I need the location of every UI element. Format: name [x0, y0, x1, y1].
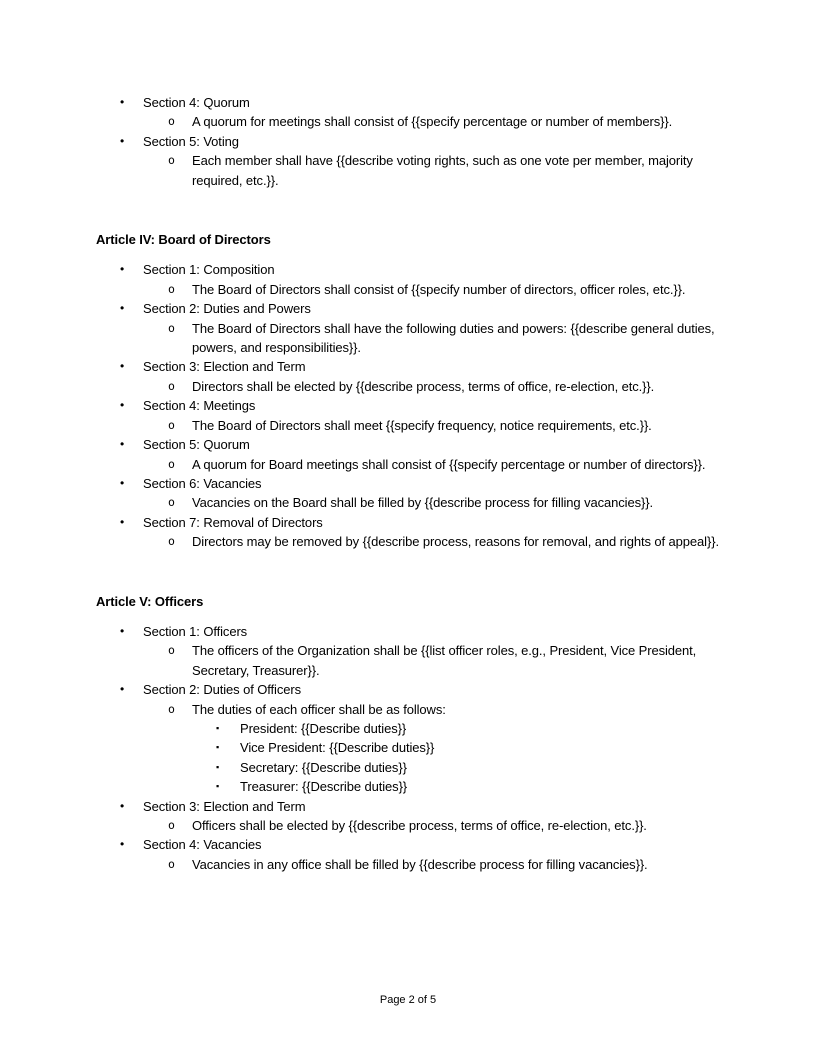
bullet-list	[96, 260, 720, 551]
bullet-circle-icon: o	[168, 320, 175, 335]
list-item-text: Section 5: Voting	[143, 133, 239, 149]
list-item-text: Each member shall have {{describe voting rights, such as one vote per member, majority required, etc.}}.	[192, 153, 693, 188]
list-item-text: Section 7: Removal of Directors	[143, 514, 323, 530]
list-item	[96, 835, 720, 854]
bullet-disc-icon: •	[120, 301, 125, 316]
list-item-text: Section 3: Election and Term	[143, 798, 306, 814]
list-item-text: President: {{Describe duties}}	[240, 720, 407, 736]
list-item-text: The Board of Directors shall meet {{specify frequency, notice requirements, etc.}}.	[192, 417, 652, 433]
bullet-disc-icon: •	[120, 837, 125, 852]
list-item	[96, 758, 720, 777]
bullet-circle-icon: o	[168, 534, 175, 549]
list-item-text: Directors shall be elected by {{describe process, terms of office, re-election, etc.}}.	[192, 378, 655, 394]
bullet-circle-icon: o	[168, 114, 175, 129]
list-item	[96, 532, 720, 551]
bullet-disc-icon: •	[120, 133, 125, 148]
bullet-circle-icon: o	[168, 701, 175, 716]
list-item	[96, 416, 720, 435]
list-item-text: Section 5: Quorum	[143, 437, 250, 453]
list-item-text: Section 4: Meetings	[143, 398, 256, 414]
list-item	[96, 816, 720, 835]
article-heading: Article V: Officers	[96, 593, 204, 609]
list-item	[96, 455, 720, 474]
list-item	[96, 377, 720, 396]
bullet-disc-icon: •	[120, 359, 125, 374]
list-item	[96, 777, 720, 796]
document-content	[96, 93, 720, 874]
list-item-text: A quorum for Board meetings shall consist of {{specify percentage or number of directors}}.	[192, 456, 706, 472]
list-item-text: Section 2: Duties of Officers	[143, 682, 301, 698]
list-item	[96, 700, 720, 719]
list-item	[96, 797, 720, 816]
list-item	[96, 622, 720, 641]
list-item-text: Section 6: Vacancies	[143, 475, 262, 491]
list-item	[96, 435, 720, 454]
list-item	[96, 855, 720, 874]
list-item	[96, 260, 720, 279]
list-item-text: Vacancies on the Board shall be filled by {{describe process for filling vacancies}}.	[192, 495, 653, 511]
list-item-text: The Board of Directors shall consist of {{specify number of directors, officer roles, etc.}}.	[192, 281, 686, 297]
list-item-text: Treasurer: {{Describe duties}}	[240, 779, 408, 795]
bullet-square-icon: ▪	[216, 742, 220, 753]
list-item-text: Section 4: Vacancies	[143, 837, 262, 853]
list-item	[96, 474, 720, 493]
bullet-circle-icon: o	[168, 456, 175, 471]
list-item	[96, 319, 720, 358]
bullet-list	[96, 622, 720, 874]
list-item	[96, 280, 720, 299]
list-item	[96, 719, 720, 738]
bullet-circle-icon: o	[168, 643, 175, 658]
list-item-text: The Board of Directors shall have the following duties and powers: {{describe general duties, powers, and responsibilities}}.	[192, 320, 715, 356]
list-item	[96, 299, 720, 318]
list-item-text: A quorum for meetings shall consist of {{specify percentage or number of members}}.	[192, 114, 673, 130]
footer-page-number: Page 2 of 5	[379, 994, 437, 1006]
list-item-text: The officers of the Organization shall be {{list officer roles, e.g., President, Vice President, Secretary, Treasurer}}.	[192, 643, 697, 678]
bullet-circle-icon: o	[168, 281, 175, 296]
bullet-circle-icon: o	[168, 417, 175, 432]
bullet-circle-icon: o	[168, 378, 175, 393]
list-item	[96, 112, 720, 131]
bullet-circle-icon: o	[168, 818, 175, 832]
bullet-circle-icon: o	[168, 856, 175, 871]
bullet-disc-icon: •	[120, 95, 125, 109]
bullet-square-icon: ▪	[216, 761, 220, 772]
list-item-text: Section 1: Officers	[143, 623, 248, 639]
bullet-disc-icon: •	[120, 475, 125, 490]
bullet-square-icon: ▪	[216, 781, 220, 792]
list-item-text: Officers shall be elected by {{describe process, terms of office, re-election, etc.}}.	[192, 818, 647, 833]
list-item	[96, 680, 720, 699]
list-item-text: Section 2: Duties and Powers	[143, 301, 311, 317]
bullet-disc-icon: •	[120, 682, 125, 697]
bullet-disc-icon: •	[120, 398, 125, 413]
bullet-disc-icon: •	[120, 623, 125, 638]
list-item-text: Vacancies in any office shall be filled by {{describe process for filling vacancies}}.	[192, 856, 648, 872]
list-item	[96, 357, 720, 376]
list-item-text: The duties of each officer shall be as follows:	[192, 701, 446, 717]
bullet-disc-icon: •	[120, 514, 125, 529]
list-item-text: Secretary: {{Describe duties}}	[240, 759, 407, 775]
bullet-disc-icon: •	[120, 262, 125, 277]
list-item	[96, 513, 720, 532]
bullet-disc-icon: •	[120, 437, 125, 452]
article-heading: Article IV: Board of Directors	[96, 232, 271, 248]
list-item	[96, 132, 720, 151]
list-item	[96, 641, 720, 680]
list-item	[96, 151, 720, 190]
list-item-text: Section 4: Quorum	[143, 95, 250, 110]
list-item	[96, 738, 720, 757]
bullet-disc-icon: •	[120, 798, 125, 813]
list-item-text: Vice President: {{Describe duties}}	[240, 740, 435, 756]
list-item	[96, 93, 720, 112]
list-item	[96, 493, 720, 512]
list-item-text: Directors may be removed by {{describe process, reasons for removal, and rights of appeal}}.	[192, 534, 719, 550]
list-item	[96, 396, 720, 415]
list-item-text: Section 3: Election and Term	[143, 359, 306, 375]
bullet-circle-icon: o	[168, 495, 175, 510]
bullet-list	[96, 93, 720, 190]
bullet-circle-icon: o	[168, 153, 175, 168]
bullet-square-icon: ▪	[216, 722, 220, 733]
list-item-text: Section 1: Composition	[143, 262, 275, 278]
